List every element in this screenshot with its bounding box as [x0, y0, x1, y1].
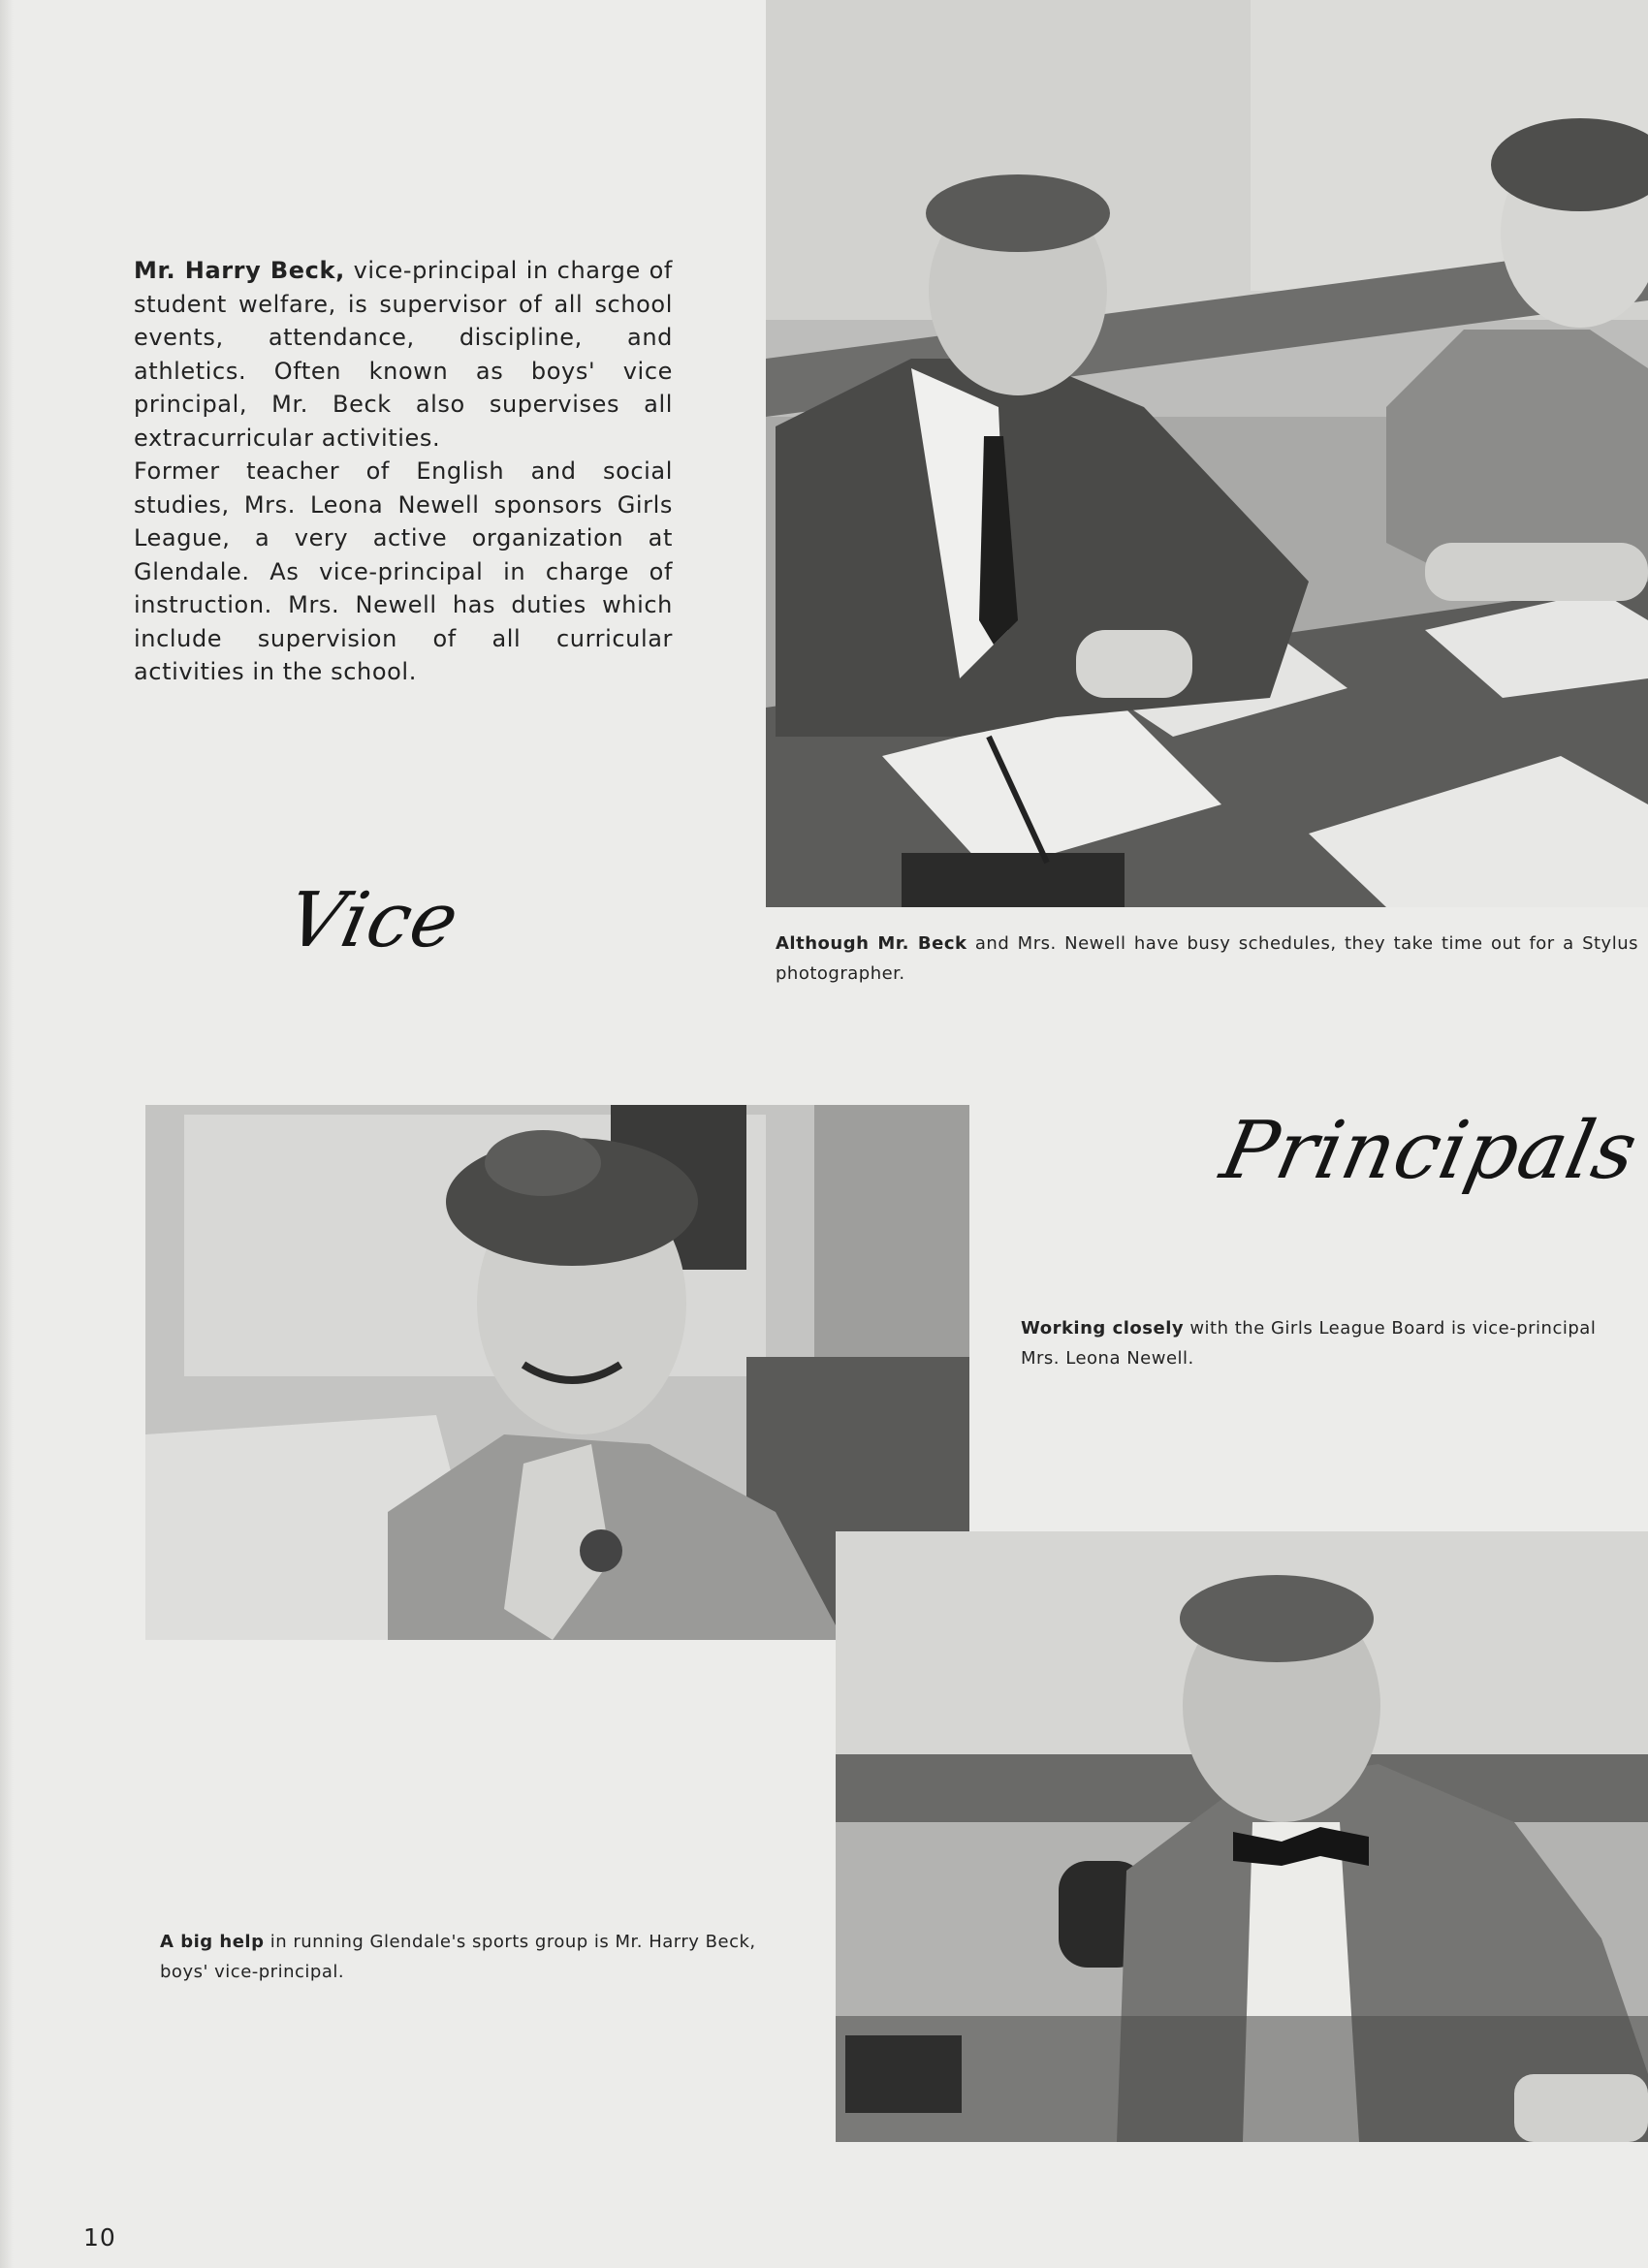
caption-middle-text: with the Girls League Board is vice-principal Mrs. Leona Newell.	[1021, 1318, 1597, 1369]
caption-bottom-lead: A big help	[160, 1932, 265, 1952]
caption-top-text: and Mrs. Newell have busy schedules, they take time out for a Stylus photographer.	[776, 933, 1638, 984]
caption-top-lead: Although Mr. Beck	[776, 933, 967, 954]
intro-paragraph-newell: Former teacher of English and social studies, Mrs. Leona Newell sponsors Girls League, a very active organization at Glendale. As vice-principal in charge of instruction. Mrs. Newell has duties which include supervision of all curricular activities in the school.	[134, 457, 673, 685]
intro-beck-text: vice-principal in charge of student welfare, is supervisor of all school events, attendance, discipline, and athletics. Often known as boys' vice principal, Mr. Beck also supervises all extracurricular activities.	[134, 257, 673, 452]
heading-principals: Principals	[1213, 1105, 1646, 1197]
heading-vice: Vice	[279, 877, 467, 964]
caption-beck-and-newell	[776, 929, 1638, 989]
intro-beck-lead: Mr. Harry Beck,	[134, 257, 345, 284]
page-number: 10	[83, 2223, 116, 2252]
caption-middle-lead: Working closely	[1021, 1318, 1185, 1339]
caption-bottom-text: in running Glendale's sports group is Mr. Harry Beck, boys' vice-principal.	[160, 1932, 756, 1982]
page-binding-edge	[0, 0, 14, 2268]
caption-mr-beck	[160, 1927, 800, 1987]
photo-mr-beck	[836, 1531, 1648, 2142]
caption-mrs-newell	[1021, 1313, 1602, 1373]
intro-text-block	[134, 254, 673, 689]
photo-beck-and-newell	[766, 0, 1648, 907]
intro-paragraph-beck	[134, 254, 673, 455]
